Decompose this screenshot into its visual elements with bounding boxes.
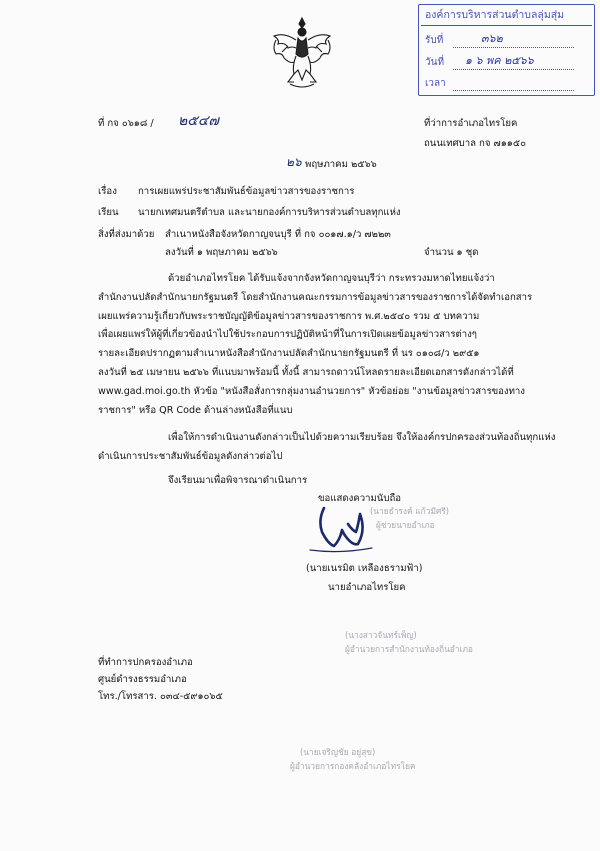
show-through-text: (นางสาวจันทร์เพ็ญ)	[345, 630, 417, 640]
body-paragraph-1-line: ราชการ" หรือ QR Code ด้านล่างหนังสือที่แนบ	[98, 405, 293, 416]
subject-label: เรื่อง	[98, 186, 117, 197]
body-closing-request: จึงเรียนมาเพื่อพิจารณาดำเนินการ	[168, 475, 308, 486]
body-paragraph-1-line: ด้วยอำเภอไทรโยค ได้รับแจ้งจากจังหวัดกาญจนบุรีว่า กระทรวงมหาดไทยแจ้งว่า	[168, 273, 495, 284]
body-paragraph-1-line: เพื่อเผยแพร่ให้ผู้ที่เกี่ยวข้องนำไปใช้ประกอบการปฏิบัติหน้าที่ในการเปิดเผยข้อมูลข่าวสารต่างๆ	[98, 329, 477, 340]
document-number-prefix: ที่ กจ ๐๖๑๘ /	[98, 118, 154, 129]
show-through-text: ผู้อำนวยการกองคลังอำเภอไทรโยค	[290, 761, 416, 771]
date-month-year: พฤษภาคม ๒๕๖๖	[305, 159, 377, 170]
show-through-text: (นายธำรงค์ แก้วมีศรี)	[370, 506, 450, 516]
document-number-handwritten: ๒๕๔๗	[178, 113, 219, 129]
stamp-date-value: ๑ ๖ พค ๒๕๖๖	[465, 54, 534, 67]
show-through-text: ผู้อำนวยการสำนักงานท้องถิ่นอำเภอ	[345, 644, 473, 654]
recipient-label: เรียน	[98, 207, 119, 218]
attachment-quantity: จำนวน ๑ ชุด	[424, 247, 479, 258]
received-stamp	[418, 4, 595, 96]
office-name: ที่ว่าการอำเภอไทรโยค	[424, 118, 518, 129]
signature-closing: ขอแสดงความนับถือ	[318, 493, 402, 504]
body-paragraph-1-line: สำนักงานปลัดสำนักนายกรัฐมนตรี โดยสำนักงานคณะกรรมการข้อมูลข่าวสารของราชการได้จัดทำเอกสาร	[98, 292, 533, 303]
stamp-received-number: ๓๖๒	[481, 32, 503, 45]
body-paragraph-1-line: www.gad.moi.go.th หัวข้อ "หนังสือสั่งการกลุ่มงานอำนวยการ" หัวข้อย่อย "งานข้อมูลข่าวสารของทาง	[98, 386, 525, 397]
body-paragraph-1-line: เผยแพร่ความรู้เกี่ยวกับพระราชบัญญัติข้อมูลข่าวสารของราชการ พ.ศ.๒๕๔๐ รวม ๕ บทความ	[98, 311, 480, 322]
signatory-position: นายอำเภอไทรโยค	[328, 582, 406, 593]
office-address: ถนนเทศบาล กจ ๗๑๑๕๐	[424, 138, 527, 149]
stamp-received-label: รับที่	[425, 35, 444, 46]
attachment-line-1: สำเนาหนังสือจังหวัดกาญจนบุรี ที่ กจ ๐๐๑๗.๑/ว ๗๒๒๓	[165, 229, 391, 240]
attachment-line-2: ลงวันที่ ๑ พฤษภาคม ๒๕๖๖	[165, 247, 278, 258]
stamp-organization: องค์การบริหารส่วนตำบลลุ่มสุ่ม	[425, 9, 565, 21]
subject-text: การเผยแพร่ประชาสัมพันธ์ข้อมูลข่าวสารของราชการ	[138, 186, 355, 197]
date-day-handwritten: ๒๖	[286, 155, 302, 169]
footer-phone: โทร./โทรสาร. ๐๓๔-๕๙๑๐๖๕	[98, 691, 223, 702]
show-through-text: ผู้ช่วยนายอำเภอ	[376, 520, 435, 530]
recipient-text: นายกเทศมนตรีตำบล และนายกองค์การบริหารส่วนตำบลทุกแห่ง	[138, 207, 401, 218]
footer-center: ศูนย์ดำรงธรรมอำเภอ	[98, 674, 187, 685]
body-paragraph-1-line: รายละเอียดปรากฏตามสำเนาหนังสือสำนักงานปลัดสำนักนายกรัฐมนตรี ที่ นร ๐๑๐๘/ว ๒๙๕๑	[98, 348, 480, 359]
garuda-emblem-icon	[268, 14, 336, 92]
signature-handwritten-icon	[300, 500, 380, 560]
signatory-name: (นายเนรมิต เหลืองธรามฟ้า)	[306, 563, 423, 574]
stamp-time-label: เวลา	[425, 78, 446, 89]
stamp-date-label: วันที่	[425, 57, 445, 68]
body-paragraph-2-line: ดำเนินการประชาสัมพันธ์ข้อมูลดังกล่าวต่อไป	[98, 451, 283, 462]
show-through-text: (นายเจริญชัย อยู่สุข)	[300, 747, 376, 757]
footer-department: ที่ทำการปกครองอำเภอ	[98, 657, 193, 668]
attachment-label: สิ่งที่ส่งมาด้วย	[98, 229, 155, 240]
body-paragraph-2-line: เพื่อให้การดำเนินงานดังกล่าวเป็นไปด้วยความเรียบร้อย จึงให้องค์กรปกครองส่วนท้องถิ่นทุกแห่ง	[168, 432, 556, 443]
body-paragraph-1-line: ลงวันที่ ๒๕ เมษายน ๒๕๖๖ ที่แนบมาพร้อมนี้ ทั้งนี้ สามารถดาวน์โหลดรายละเอียดเอกสารดังกล่าวได้ที่	[98, 367, 514, 378]
